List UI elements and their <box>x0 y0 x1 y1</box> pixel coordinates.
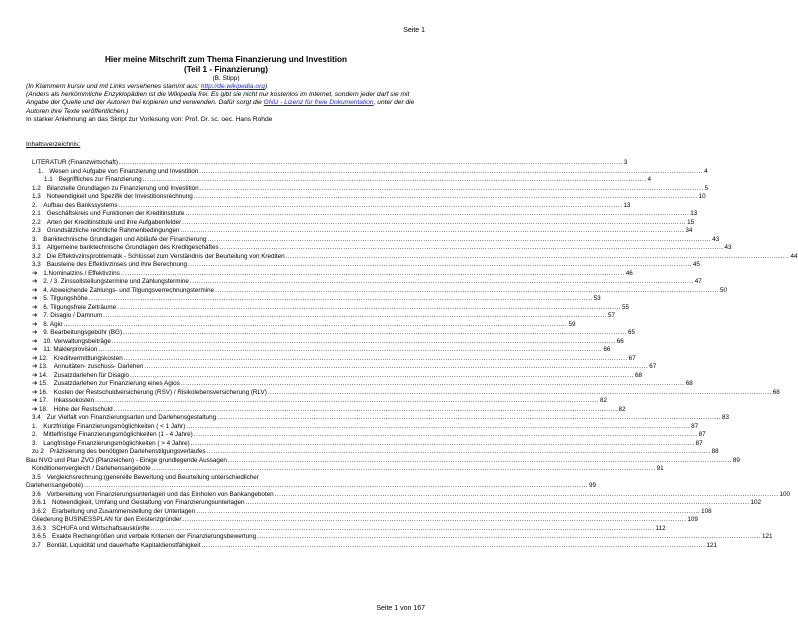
toc-leader-dots <box>112 338 616 347</box>
toc-entry-page: 102 <box>750 499 761 506</box>
toc-entry-label: SCHUFA und Wirtschaftsauskünfte <box>52 524 150 532</box>
intro-source-close: ) <box>264 83 268 90</box>
toc-entry-page: 68 <box>634 371 642 379</box>
intro-license-note <box>26 91 428 116</box>
toc-entry[interactable] <box>26 516 698 525</box>
toc-entry[interactable] <box>26 337 624 347</box>
toc-entry[interactable] <box>26 388 780 398</box>
toc-leader-dots <box>117 304 621 313</box>
toc-entry-number: ➔ <box>32 286 38 294</box>
toc-entry-page: 82 <box>599 397 607 404</box>
page-footer-number: Seite 1 von 167 <box>376 605 425 612</box>
toc-entry-page: 67 <box>649 363 657 370</box>
toc-entry-page: 46 <box>625 269 633 277</box>
toc-entry-page: 112 <box>655 524 666 532</box>
toc-entry-label: Geschäftskreis und Funktionen der Kreditinstitute <box>46 210 185 217</box>
toc-entry[interactable] <box>26 346 611 355</box>
toc-entry-page: 45 <box>692 261 700 268</box>
intro-license-text: (Anders als herkömmliche Enzyklopädien ist die Wikipedia frei. Es gibt sie nicht nur kostenlos im Internet, sondern jeder darf sie mit Angabe der Quelle und der Autoren frei kopieren und verwenden. Dafür sorgt die <box>26 91 410 107</box>
toc-entry-number: 3. <box>32 439 38 447</box>
toc-entry[interactable] <box>26 261 700 270</box>
toc-entry-line <box>26 482 596 491</box>
toc-entry-label: 4. Abweichende Zahlungs- und Tilgungsverrechnungstermine <box>43 286 215 294</box>
gnu-license-link[interactable]: GNU - Lizenz für freie Dokumentation <box>263 99 374 107</box>
toc-entry-page: 66 <box>616 337 624 345</box>
toc-leader-dots <box>123 329 627 338</box>
toc-entry-label: Notwendigkeit, Umfang und Gestaltung von Finanzierungsunterlagen <box>52 499 245 506</box>
toc-entry-page: 88 <box>711 448 719 455</box>
toc-entry-label: 9. Bearbeitungsgebühr (BG) <box>43 329 123 336</box>
toc-entry[interactable] <box>26 397 607 406</box>
document-title: Hier meine Mitschrift zum Thema Finanzierung und Investition <box>104 55 347 64</box>
toc-entry-label: 1.Nominalzins / Effektivzins <box>43 269 120 277</box>
toc-entry-number: 2.2 <box>32 218 41 226</box>
toc-entry-label: Notwendigkeit und Spezifik der Investitionsrechnung <box>46 193 193 200</box>
intro-source-note <box>26 83 428 91</box>
toc-entry-page: 91 <box>656 465 664 472</box>
toc-entry-number: ➔ 13. <box>32 363 48 370</box>
toc-entry-number: 2. <box>32 201 38 209</box>
toc-entry-number: ➔ 17. <box>32 397 48 404</box>
toc-entry[interactable] <box>26 295 601 304</box>
toc-entry-label: Langfristige Finanzierungsmöglichkeiten ( > 4 Jahre) <box>43 439 190 447</box>
toc-leader-dots <box>119 159 623 168</box>
toc-entry-page: 82 <box>618 405 626 413</box>
toc-entry[interactable] <box>26 473 596 491</box>
toc-entry[interactable] <box>26 176 652 185</box>
toc-leader-dots <box>188 261 692 270</box>
toc-entry-page: 87 <box>691 422 699 430</box>
toc-entry[interactable] <box>26 218 695 228</box>
toc-entry-page: 87 <box>698 431 706 438</box>
toc-entry-label: Bausteine des Effektivzinses und ihre Berechnung <box>46 261 188 268</box>
table-of-contents <box>26 159 798 550</box>
toc-entry-number: ➔ 16. <box>32 388 48 396</box>
toc-entry-number: ➔ <box>32 295 38 302</box>
toc-entry-label: Präzisierung des benötigten Darlehenstilgungsverlaufes <box>49 448 206 455</box>
toc-entry-label: Bonität, Liquidität und dauerhafte Kapitaldienstfähigkeit <box>46 541 201 549</box>
toc-leader-dots <box>103 312 607 321</box>
toc-entry-label: Höhe der Restschuld <box>53 405 113 413</box>
toc-entry-number: 3.6.3 <box>32 524 47 532</box>
toc-entry-number: 3.5 <box>32 473 41 481</box>
toc-entry[interactable] <box>26 414 729 423</box>
toc-leader-dots <box>275 491 779 500</box>
toc-entry-label: Vorbereitung von Finanzierungsunterlagen und das Einholen von Bankangeboten <box>46 490 274 498</box>
toc-entry-label: Zusatzdarlehen für Disagio <box>53 371 130 379</box>
toc-entry[interactable] <box>26 541 717 551</box>
toc-entry-label: Gliederung BUSINESSPLAN für den Existenzgründer <box>32 516 182 523</box>
toc-entry-page: 43 <box>712 235 720 243</box>
toc-leader-dots <box>143 176 647 185</box>
toc-leader-dots <box>228 457 732 466</box>
toc-entry-page: 57 <box>607 312 615 319</box>
toc-entry-label: Exakte Rechengrößen und verbale Kriterien der Finanzierungsbewertung <box>52 533 257 540</box>
toc-entry-label: Kurzfristige Finanzierungsmöglichkeiten ( < 1 Jahr) <box>43 422 186 430</box>
toc-entry-page: 67 <box>628 354 636 362</box>
toc-entry-label: Inkassokosten <box>53 397 95 404</box>
toc-entry-label: Kreditvermittlungskosten <box>53 354 123 362</box>
toc-entry-page: 13 <box>623 201 631 209</box>
toc-leader-dots <box>215 287 719 296</box>
toc-entry-number: 3.6.5 <box>32 533 47 540</box>
toc-entry-label: Annuitäten- zuschuss- Darlehen <box>53 363 144 370</box>
toc-entry-label: 10. Verwaltungsbeiträge <box>43 337 111 345</box>
toc-entry-number: ➔ 18. <box>32 405 48 413</box>
toc-entry-number: ➔ 14. <box>32 371 48 379</box>
toc-entry-page: 47 <box>694 278 702 285</box>
toc-leader-dots <box>152 465 656 474</box>
toc-entry[interactable] <box>26 303 629 313</box>
toc-entry-label: Allgemeine banktechnische Grundlagen des Kreditgeschäftes <box>46 244 219 251</box>
toc-entry[interactable] <box>26 312 615 321</box>
toc-entry-label: 6. Tilgungsfreie Zeiträume <box>43 303 117 311</box>
toc-entry-page: 108 <box>701 507 712 515</box>
toc-entry-number: 1. <box>38 167 44 175</box>
toc-entry-number: ➔ <box>32 269 38 277</box>
toc-entry-number: 3.2 <box>32 252 41 260</box>
toc-entry-page: 4 <box>647 176 652 183</box>
toc-entry[interactable] <box>26 320 576 330</box>
toc-entry-page: 66 <box>603 346 611 353</box>
toc-entry-number: 1.2 <box>32 184 41 192</box>
intro-block <box>26 83 428 124</box>
toc-entry-number: 3.3 <box>32 261 41 268</box>
toc-entry-label: Banktechnische Grundlagen und Abläufe der Finanzierung <box>43 235 207 243</box>
toc-entry[interactable] <box>26 465 664 474</box>
toc-entry-label: Bilanzielle Grundlagen zu Finanzierung und Investition <box>46 184 199 192</box>
toc-entry-label: Zur Vielfalt von Finanzierungsarten und Darlehensgestaltung <box>46 414 217 421</box>
toc-leader-dots <box>151 525 655 534</box>
toc-leader-dots <box>89 295 593 304</box>
toc-entry[interactable] <box>26 405 626 415</box>
toc-leader-dots <box>182 219 686 228</box>
toc-leader-dots <box>217 414 721 423</box>
toc-entry[interactable] <box>26 422 699 432</box>
toc-entry-number: ➔ <box>32 303 38 311</box>
toc-entry-number: 1. <box>32 422 38 430</box>
toc-leader-dots <box>144 363 648 372</box>
toc-entry-page: 121 <box>706 541 717 549</box>
toc-entry-label: Arten der Kreditinstitute und ihre Aufgabenfelder <box>46 218 182 226</box>
toc-leader-dots <box>118 202 622 211</box>
toc-entry-page: 5 <box>704 184 709 192</box>
toc-entry-label-continued: Darlehensangebote) <box>26 482 84 489</box>
toc-leader-dots <box>194 193 698 202</box>
toc-leader-dots <box>201 542 705 551</box>
toc-leader-dots <box>199 168 703 177</box>
toc-entry-label: Bau NVO und Plan ZVO (Planzeichen) - Einige grundlegende Aussagen <box>26 456 227 464</box>
toc-entry-page: 53 <box>593 295 601 302</box>
toc-entry[interactable] <box>26 363 657 372</box>
toc-entry[interactable] <box>26 431 706 440</box>
toc-entry-number: 2.3 <box>32 227 41 234</box>
toc-entry[interactable] <box>26 329 635 338</box>
toc-entry-label: 8. Agio <box>43 320 63 328</box>
toc-entry[interactable] <box>26 439 703 449</box>
toc-leader-dots <box>191 440 695 449</box>
toc-entry[interactable] <box>26 524 666 534</box>
toc-entry-label: Erarbeitung und Zusammenstellung der Unterlagen <box>52 507 196 515</box>
document-subtitle: (Teil 1 - Finanzierung) <box>184 65 268 74</box>
toc-entry[interactable] <box>26 448 719 457</box>
toc-leader-dots <box>124 355 628 364</box>
toc-leader-dots <box>182 516 686 525</box>
toc-entry-label: Wesen und Aufgabe von Finanzierung und Investition <box>49 167 199 175</box>
toc-entry-page: 89 <box>732 456 740 464</box>
toc-entry-number: ➔ 15. <box>32 380 48 387</box>
toc-entry-page: 3 <box>623 159 628 166</box>
toc-entry[interactable] <box>26 193 706 202</box>
toc-entry-number: 1.1 <box>44 176 53 183</box>
toc-entry-page: 121 <box>761 533 773 540</box>
toc-leader-dots <box>114 406 618 415</box>
toc-entry[interactable] <box>26 167 708 177</box>
toc-entry-number: ➔ <box>32 320 38 328</box>
toc-entry-label: Grundsätzliche rechtliche Rahmenbedingungen <box>46 227 180 234</box>
toc-entry-page: 44 <box>790 252 798 260</box>
toc-entry-page: 10 <box>698 193 706 200</box>
toc-entry-number: 2. <box>32 431 38 438</box>
toc-leader-dots <box>185 210 689 219</box>
toc-leader-dots <box>95 397 599 406</box>
toc-entry-label: 5. Tilgungshöhe <box>43 295 88 302</box>
toc-entry-label: LITERATUR (Finanzwirtschaft) <box>32 159 118 166</box>
toc-entry-number: 2.1 <box>32 210 41 217</box>
toc-entry[interactable] <box>26 269 633 279</box>
toc-entry-page: 83 <box>721 414 729 421</box>
toc-entry[interactable] <box>26 456 740 466</box>
toc-leader-dots <box>190 278 694 287</box>
intro-license-close: , unter der die Autoren ihre Texte veröffentlichen.) <box>26 99 415 115</box>
toc-entry-page: 100 <box>779 490 791 498</box>
intro-credit: In starker Anlehnung an das Skript zur Vorlesung von: Prof. Dr. sc. oec. Hans Rohde <box>26 115 273 123</box>
toc-entry-label: Die Effektivzinsproblematik - Schlüssel zum Verständnis der Beurteilung von Krediten <box>46 252 285 260</box>
toc-entry-page: 109 <box>687 516 698 523</box>
toc-entry-page: 4 <box>704 167 708 175</box>
toc-entry-label: 2. / 3. Zinssollstellungstermine und Zahlungstermine <box>43 278 189 285</box>
toc-entry[interactable] <box>26 244 732 253</box>
toc-entry-page: 99 <box>588 482 596 489</box>
toc-entry-number: ➔ <box>32 278 38 285</box>
toc-entry-label: Begriffliches zur Finanzierung <box>58 176 142 183</box>
toc-entry[interactable] <box>26 184 709 194</box>
toc-entry-page: 15 <box>687 218 695 226</box>
toc-entry-number: ➔ 12. <box>32 354 48 362</box>
toc-leader-dots <box>84 482 588 491</box>
toc-entry-label: 7. Disagio / Damnum <box>43 312 103 319</box>
toc-entry-page: 68 <box>685 380 693 387</box>
toc-entry-number: 3. <box>32 235 38 243</box>
toc-entry-label: Mittelfristige Finanzierungsmöglichkeiten (1 - 4 Jahre) <box>43 431 193 438</box>
toc-entry[interactable] <box>26 507 712 517</box>
toc-entry[interactable] <box>26 354 636 364</box>
toc-entry-line <box>32 474 426 483</box>
toc-entry-page: 68 <box>772 388 780 396</box>
toc-entry-page: 43 <box>724 244 732 251</box>
toc-entry-label: Vergleichsrechnung:(generelle Bewertung und Beurteilung unterschiedlicher <box>46 473 259 481</box>
toc-entry-page: 55 <box>621 303 629 311</box>
toc-entry[interactable] <box>26 159 628 168</box>
toc-entry-number: 3.6.1 <box>32 499 47 506</box>
toc-leader-dots <box>220 244 724 253</box>
toc-entry[interactable] <box>26 499 761 508</box>
toc-entry-page: 50 <box>720 286 728 294</box>
toc-entry-label: Aufbau des Bankssystems <box>43 201 118 209</box>
wikipedia-link[interactable]: http://de.wikipedia.org <box>200 83 265 90</box>
toc-entry-number: 3.6.2 <box>32 507 47 515</box>
toc-entry[interactable] <box>26 286 728 296</box>
toc-entry-number: ➔ <box>32 346 38 353</box>
toc-entry[interactable] <box>26 252 798 262</box>
toc-leader-dots <box>207 236 711 245</box>
toc-entry-number: ➔ <box>32 337 38 345</box>
toc-leader-dots <box>268 389 772 398</box>
intro-source-text: (In Klammern kursiv und mit Links versehenes stammt aus: <box>26 83 201 90</box>
toc-entry-page: 59 <box>568 320 576 328</box>
toc-leader-dots <box>181 380 685 389</box>
toc-entry-number: zu 2 <box>32 448 44 455</box>
toc-leader-dots <box>130 372 634 381</box>
toc-leader-dots <box>257 533 761 542</box>
toc-entry-number: 3.4 <box>32 414 41 421</box>
page-header-number: Seite 1 <box>403 27 425 34</box>
toc-leader-dots <box>64 321 568 330</box>
toc-leader-dots <box>186 423 690 432</box>
toc-entry-number: ➔ <box>32 329 38 336</box>
toc-leader-dots <box>196 508 700 517</box>
toc-leader-dots <box>246 499 750 508</box>
toc-leader-dots <box>98 346 602 355</box>
toc-entry-label: 11. Maklerprovision <box>43 346 98 353</box>
toc-entry[interactable] <box>26 201 631 211</box>
author: (B. Stipp) <box>212 75 240 82</box>
toc-entry-label: Zusatzdarlehen zur Finanzierung eines Agios <box>53 380 180 387</box>
toc-heading: Inhaltsverzeichnis: <box>26 141 81 148</box>
toc-entry[interactable] <box>26 533 773 542</box>
toc-entry-label: Konditionenvergleich / Darlehensangebote <box>32 465 151 472</box>
toc-entry[interactable] <box>26 490 791 500</box>
toc-entry[interactable] <box>26 278 702 287</box>
toc-entry-page: 34 <box>685 227 693 234</box>
toc-entry[interactable] <box>26 371 642 381</box>
toc-entry-number: 3.6 <box>32 490 41 498</box>
toc-leader-dots <box>194 431 698 440</box>
toc-leader-dots <box>180 227 684 236</box>
toc-entry-number: 3.1 <box>32 244 41 251</box>
toc-entry-label: Kosten der Restschuldversicherung (RSV) / Risikolebensversicherung (RLV) <box>53 388 267 396</box>
toc-entry[interactable] <box>26 210 698 219</box>
toc-leader-dots <box>200 185 704 194</box>
toc-entry-number: 1.3 <box>32 193 41 200</box>
toc-entry-page: 87 <box>695 439 703 447</box>
toc-entry[interactable] <box>26 380 693 389</box>
toc-leader-dots <box>207 448 711 457</box>
toc-entry-number: 3.7 <box>32 541 41 549</box>
toc-entry-page: 13 <box>690 210 698 217</box>
toc-entry[interactable] <box>26 235 720 245</box>
toc-leader-dots <box>121 270 625 279</box>
toc-entry[interactable] <box>26 227 693 236</box>
toc-leader-dots <box>286 253 790 262</box>
toc-entry-page: 65 <box>627 329 635 336</box>
toc-entry-number: ➔ <box>32 312 38 319</box>
